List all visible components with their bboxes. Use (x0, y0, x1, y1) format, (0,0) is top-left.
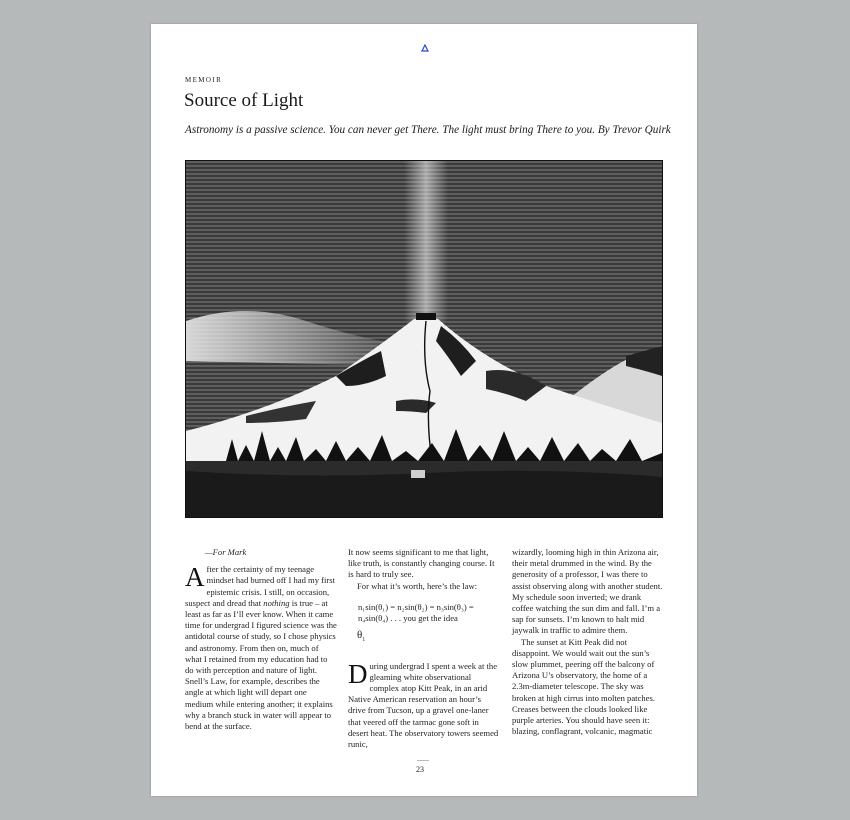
paragraph: The sunset at Kitt Peak did not disappoint. We would wait out the sun’s slow plummet, peering off the balcony of Arizona U’s observatory, the home of a 2.3m-diameter telescope. The sky was broken at high cirrus into molten patches. Creases between the clouds looked like purple arteries. You should have seen it: blazing, conflagrant, volcanic, magmatic (512, 636, 655, 737)
paragraph: For what it’s worth, here’s the law: (357, 580, 478, 591)
text-column-3 (512, 547, 664, 737)
triangle-marker-icon (421, 44, 429, 52)
paragraph-text: is true – at least as far as I’ll ever know. When it came time for undergrad I figured science was the antidotal course of study, so I chose physics and astronomy. From then on, much of what I retained from my education had to do with perception and nature of light. Snell’s Law, for example, describes the angle at which light will depart one medium while entering another; it explains why a branch stuck in water will appear to bend at the surface. (185, 597, 337, 732)
theta-glyph: θ (357, 629, 363, 642)
paragraph-text: uring undergrad I spent a week at the gleaming white observational complex atop Kitt Peak, in an arid Native American reservation an hour’s drive from Tucson, up a gravel one-laner that veered off the tarmac gone soft in desert heat. The observatory towers seemed runic, (348, 660, 499, 750)
drop-cap: D (348, 658, 368, 689)
mountain-illustration (185, 160, 663, 518)
paragraph (348, 658, 500, 751)
paragraph: It now seems significant to me that light, like truth, is constantly changing course. It is hard to truly see. (348, 547, 495, 580)
paragraph: wizardly, looming high in thin Arizona air, their metal drummed in the wind. By the generosity of a professor, I was there to assist observing along with another student. My schedule soon inverted; we drank coffee watching the sun dim and fall. I’m a sap for sunsets. I’m known to halt mid jaywalk in traffic to admire them. (512, 547, 663, 636)
snells-law-formula: n₁sin(θ₁) = n₂sin(θ₂) = n₃sin(θ₃) = n₄sin(θ₄) . . . you get the idea (358, 601, 474, 624)
section-label: MEMOIR (185, 76, 223, 84)
paragraph-text: fter the certainty of my teenage mindset had burned off I had my first epistemic crisis. I still, on occasion, suspect and dread that (185, 564, 335, 608)
page-number: 23 (416, 765, 424, 774)
theta-symbol (357, 630, 500, 646)
text-column-2 (348, 547, 500, 750)
folio-rule (417, 760, 429, 761)
article-title: Source of Light (184, 90, 304, 111)
article-dek: Astronomy is a passive science. You can never get There. The light must bring There to you. By Trevor Quirk (185, 124, 671, 136)
emphasis-text: nothing (263, 597, 290, 608)
magazine-page (151, 24, 697, 796)
drop-cap: A (185, 562, 205, 593)
paragraph (185, 564, 337, 732)
text-column-1 (185, 547, 337, 732)
dedication: —For Mark (205, 547, 247, 557)
theta-subscript: 1 (362, 637, 366, 644)
